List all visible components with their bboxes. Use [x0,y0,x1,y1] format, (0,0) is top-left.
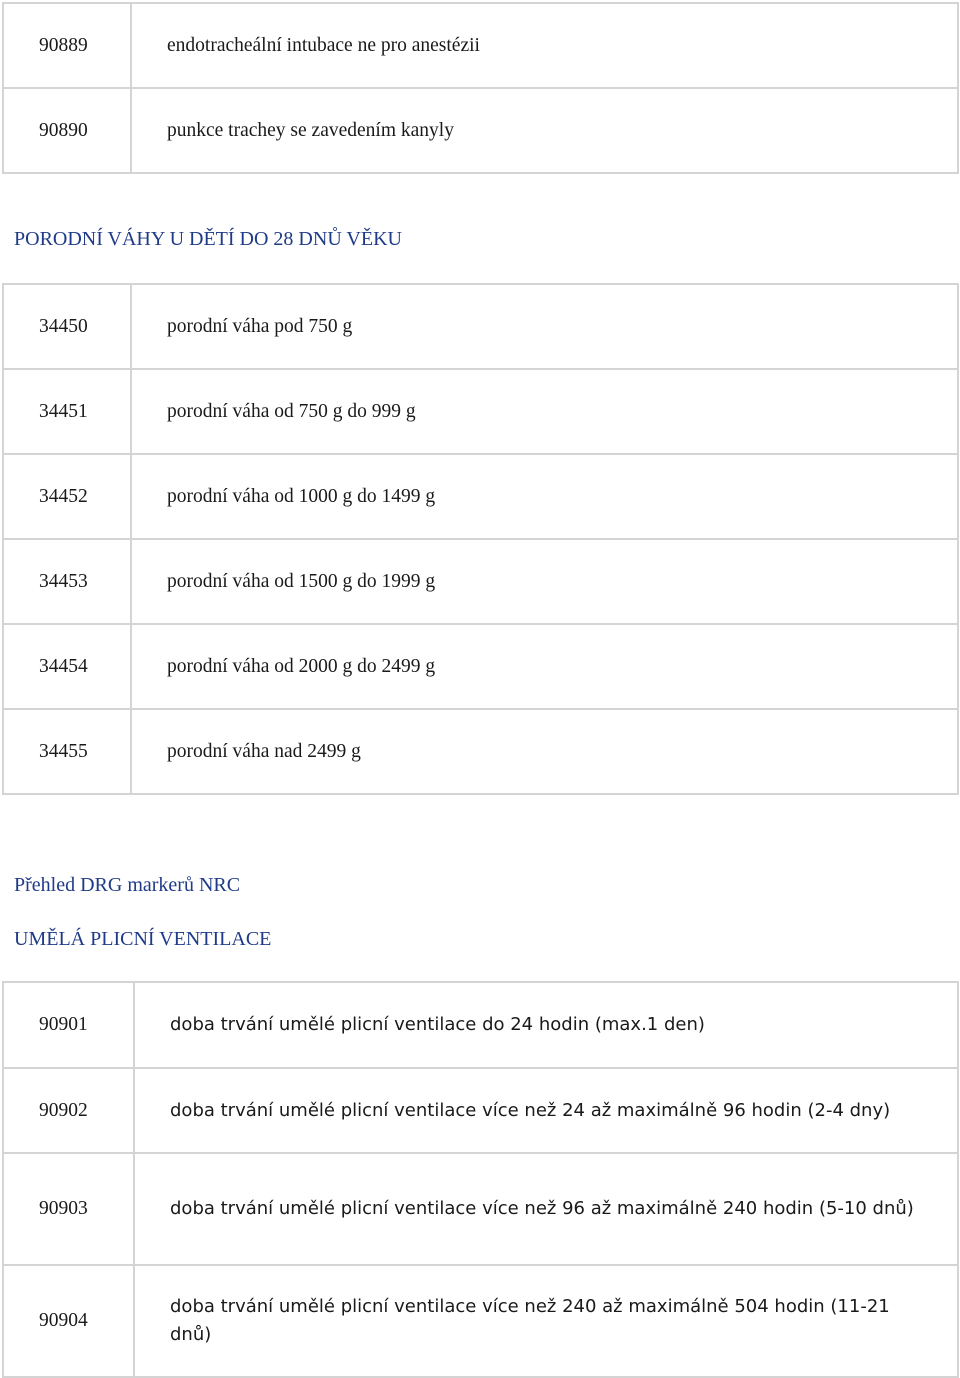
description-cell: doba trvání umělé plicní ventilace více než 96 až maximálně 240 hodin (5-10 dnů) [134,1153,958,1265]
table-row [3,284,958,369]
code-cell: 90889 [3,3,131,88]
table-row [3,1153,958,1265]
code-cell: 34451 [3,369,131,454]
intubation-table [2,2,959,174]
table-row [3,624,958,709]
table-row [3,709,958,794]
description-cell: porodní váha pod 750 g [131,284,958,369]
code-cell: 34450 [3,284,131,369]
section-heading-birth-weight: PORODNÍ VÁHY U DĚTÍ DO 28 DNŮ VĚKU [14,228,402,250]
code-cell: 34453 [3,539,131,624]
section-heading-drg-overview: Přehled DRG markerů NRC [14,874,241,896]
code-cell: 90901 [3,982,134,1068]
description-cell: punkce trachey se zavedením kanyly [131,88,958,173]
code-cell: 34454 [3,624,131,709]
description-cell: porodní váha od 1500 g do 1999 g [131,539,958,624]
description-cell: porodní váha od 2000 g do 2499 g [131,624,958,709]
table-row [3,1068,958,1153]
code-cell: 34455 [3,709,131,794]
description-cell: porodní váha od 1000 g do 1499 g [131,454,958,539]
code-cell: 90904 [3,1265,134,1377]
section-heading-ventilation: UMĚLÁ PLICNÍ VENTILACE [14,928,272,950]
table-row [3,369,958,454]
table-row [3,539,958,624]
table-row [3,454,958,539]
table-row [3,982,958,1068]
code-cell: 90890 [3,88,131,173]
table-row [3,3,958,88]
description-cell: doba trvání umělé plicní ventilace více než 240 až maximálně 504 hodin (11-21 dnů) [134,1265,958,1377]
description-cell: endotracheální intubace ne pro anestézii [131,3,958,88]
description-cell: doba trvání umělé plicní ventilace do 24 hodin (max.1 den) [134,982,958,1068]
birth-weight-table [2,283,959,795]
description-cell: porodní váha nad 2499 g [131,709,958,794]
code-cell: 90903 [3,1153,134,1265]
description-cell: porodní váha od 750 g do 999 g [131,369,958,454]
code-cell: 90902 [3,1068,134,1153]
code-cell: 34452 [3,454,131,539]
table-row [3,1265,958,1377]
table-row [3,88,958,173]
ventilation-table [2,981,959,1378]
description-cell: doba trvání umělé plicní ventilace více než 24 až maximálně 96 hodin (2-4 dny) [134,1068,958,1153]
